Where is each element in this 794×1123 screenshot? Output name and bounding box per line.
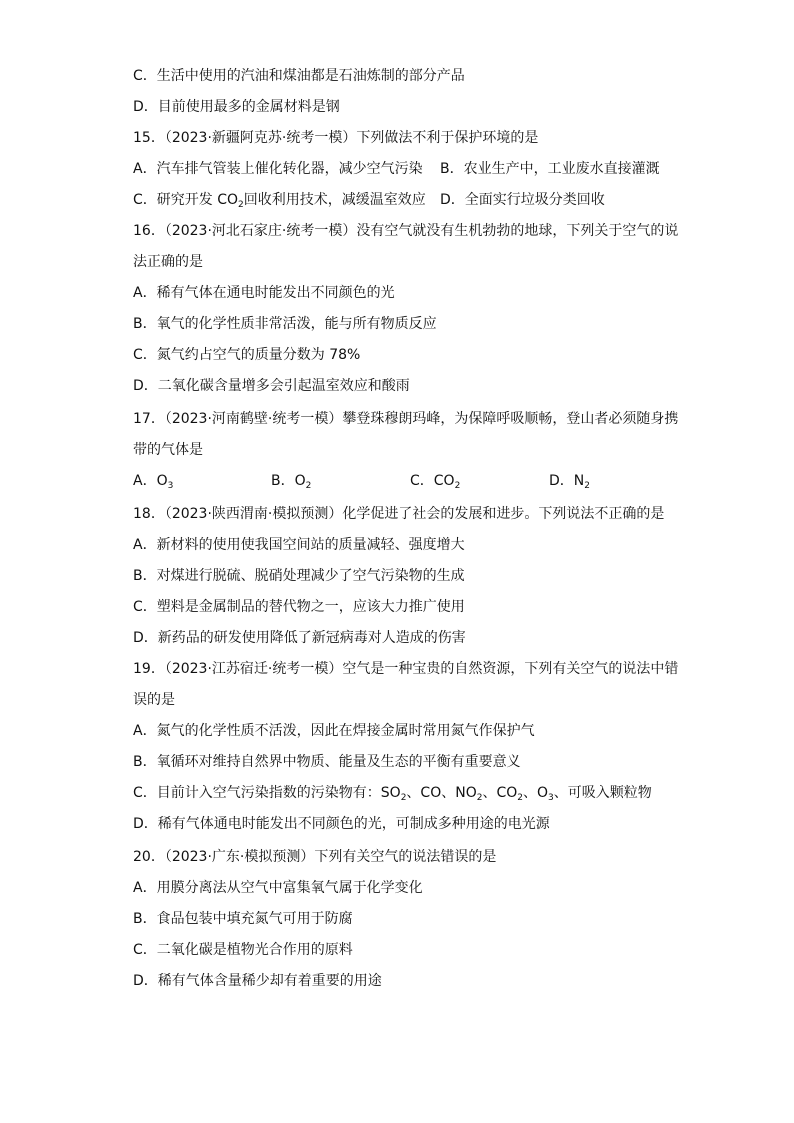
q16-option-c: C．氮气约占空气的质量分数为 78%	[133, 347, 361, 363]
q20-option-d: D．稀有气体含量稀少却有着重要的用途	[133, 973, 382, 989]
q15-option-d: D．全面实行垃圾分类回收	[440, 192, 605, 208]
q18-option-c: C．塑料是金属制品的替代物之一，应该大力推广使用	[133, 599, 465, 615]
q16-stem-line-2: 法正确的是	[133, 254, 203, 270]
q14-option-d: D．目前使用最多的金属材料是钢	[133, 99, 340, 115]
q17-option-a: A．$O_3$	[133, 473, 174, 491]
q20-option-a: A．用膜分离法从空气中富集氧气属于化学变化	[133, 880, 423, 896]
q17-option-b: B．$O_2$	[271, 473, 312, 491]
q19-stem-line-1: 19．（2023·江苏宿迁·统考一模）空气是一种宝贵的自然资源，下列有关空气的说法中错	[133, 661, 679, 677]
q18-option-d: D．新药品的研发使用降低了新冠病毒对人造成的伤害	[133, 630, 466, 646]
q15-option-c: C．研究开发 $CO_2$回收利用技术，减缓温室效应	[133, 192, 426, 210]
q16-option-a: A．稀有气体在通电时能发出不同颜色的光	[133, 285, 395, 301]
q19-option-d: D．稀有气体通电时能发出不同颜色的光，可制成多种用途的电光源	[133, 816, 550, 832]
q17-stem-line-1: 17．（2023·河南鹤壁·统考一模）攀登珠穆朗玛峰，为保障呼吸顺畅，登山者必须随身携	[133, 411, 679, 427]
q20-option-c: C．二氧化碳是植物光合作用的原料	[133, 942, 353, 958]
q20-option-b: B．食品包装中填充氮气可用于防腐	[133, 911, 353, 927]
q16-option-d: D．二氧化碳含量增多会引起温室效应和酸雨	[133, 378, 410, 394]
q17-option-c: C．$CO_2$	[410, 473, 461, 491]
q15-options-row-1	[133, 160, 693, 178]
q20-stem: 20．（2023·广东·模拟预测）下列有关空气的说法错误的是	[133, 849, 497, 865]
q18-option-a: A．新材料的使用使我国空间站的质量减轻、强度增大	[133, 537, 465, 553]
q18-option-b: B．对煤进行脱硫、脱硝处理减少了空气污染物的生成	[133, 568, 465, 584]
q17-options-row	[133, 472, 693, 490]
q14-option-c: C．生活中使用的汽油和煤油都是石油炼制的部分产品	[133, 68, 465, 84]
q15-option-b: B．农业生产中，工业废水直接灌溉	[440, 161, 660, 177]
q17-stem-line-2: 带的气体是	[133, 442, 203, 458]
q18-stem: 18．（2023·陕西渭南·模拟预测）化学促进了社会的发展和进步。下列说法不正确的是	[133, 506, 665, 522]
q19-option-a: A．氮气的化学性质不活泼，因此在焊接金属时常用氮气作保护气	[133, 723, 535, 739]
q17-option-d: D．$N_2$	[549, 473, 590, 491]
q19-option-b: B．氧循环对维持自然界中物质、能量及生态的平衡有重要意义	[133, 754, 521, 770]
q19-stem-line-2: 误的是	[133, 692, 175, 708]
q16-stem-line-1: 16．（2023·河北石家庄·统考一模）没有空气就没有生机勃勃的地球，下列关于空气的说	[133, 223, 679, 239]
q15-option-a: A．汽车排气管装上催化转化器，减少空气污染	[133, 161, 423, 177]
q16-option-b: B．氧气的化学性质非常活泼，能与所有物质反应	[133, 316, 437, 332]
q15-options-row-2	[133, 191, 693, 209]
q19-option-c: C．目前计入空气污染指数的污染物有：$SO_2$、CO、$NO_2$、$CO_2$、$O_3$、可吸入颗粒物	[133, 785, 652, 803]
q15-stem: 15．（2023·新疆阿克苏·统考一模）下列做法不利于保护环境的是	[133, 130, 539, 146]
